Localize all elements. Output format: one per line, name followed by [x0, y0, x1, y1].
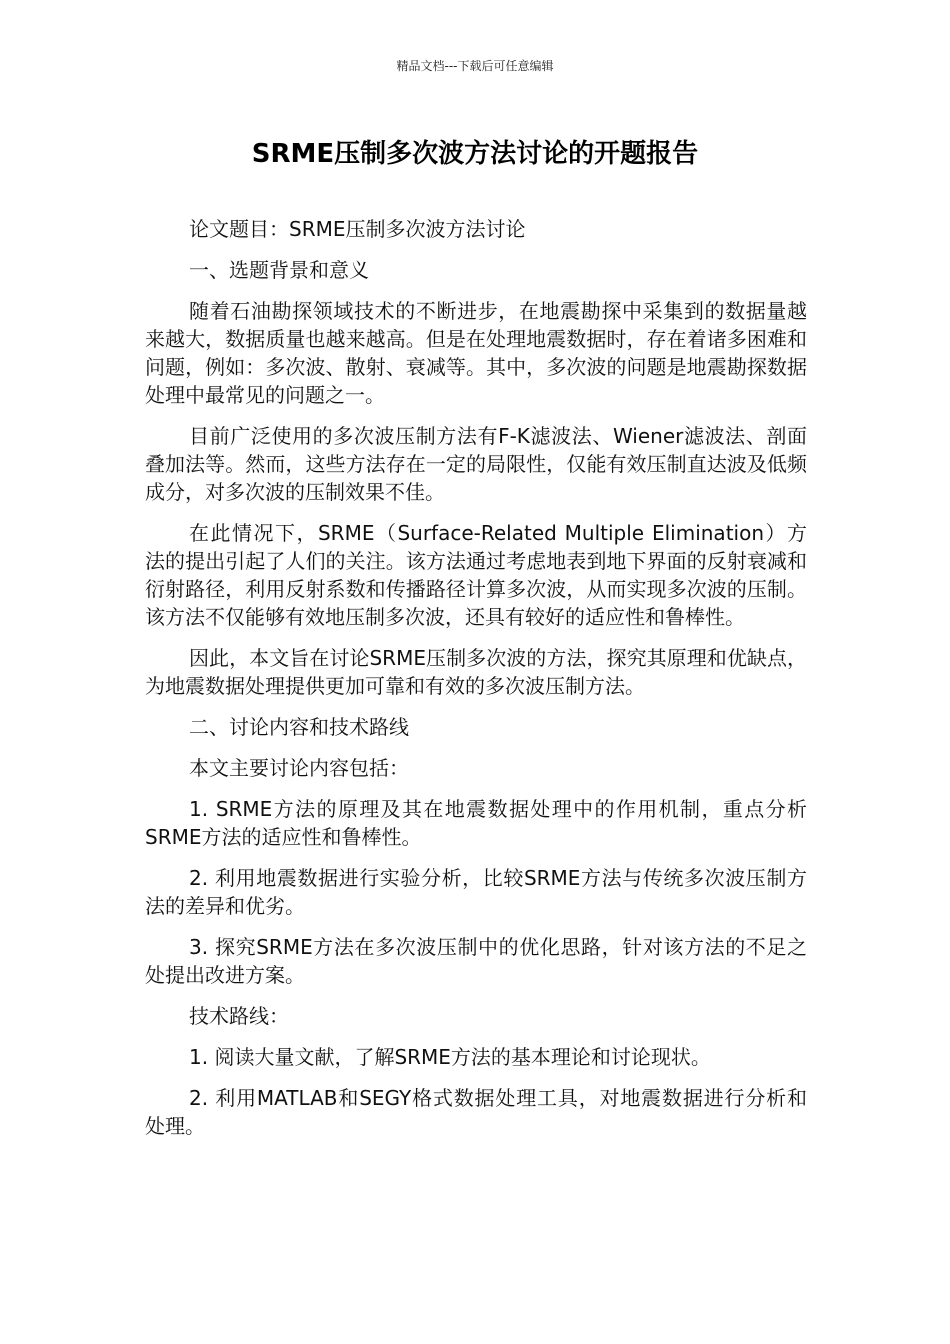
section-heading-content: 二、讨论内容和技术路线 — [189, 715, 409, 739]
paragraph-existing-methods: 目前广泛使用的多次波压制方法有F-K滤波法、Wiener滤波法、剖面叠加法等。然而，这些方法存在一定的局限性，仅能有效压制直达波及低频成分，对多次波的压制效果不佳。 — [145, 424, 807, 504]
page-header: 精品文档---下载后可任意编辑 — [396, 59, 554, 73]
paragraph-srme-intro: 在此情况下，SRME（Surface-Related Multiple Elimination）方法的提出引起了人们的关注。该方法通过考虑地表到地下界面的反射衰减和衍射路径，利用反射系数和传播路径计算多次波，从而实现多次波的压制。该方法不仅能够有效地压制多次波，还具有较好的适应性和鲁棒性。 — [145, 521, 807, 629]
document-title: SRME压制多次波方法讨论的开题报告 — [251, 139, 699, 169]
thesis-topic: 论文题目：SRME压制多次波方法讨论 — [189, 217, 526, 241]
section-heading-background: 一、选题背景和意义 — [189, 258, 369, 282]
content-item-1: 1. SRME方法的原理及其在地震数据处理中的作用机制，重点分析SRME方法的适应性和鲁棒性。 — [145, 797, 807, 849]
technical-route-heading: 技术路线： — [189, 1004, 289, 1028]
content-item-2: 2. 利用地震数据进行实验分析，比较SRME方法与传统多次波压制方法的差异和优劣。 — [145, 866, 807, 918]
route-item-1: 1. 阅读大量文献，了解SRME方法的基本理论和讨论现状。 — [189, 1045, 711, 1069]
paragraph-background: 随着石油勘探领域技术的不断进步，在地震勘探中采集到的数据量越来越大，数据质量也越来越高。但是在处理地震数据时，存在着诸多困难和问题，例如：多次波、散射、衰减等。其中，多次波的问题是地震勘探数据处理中最常见的问题之一。 — [145, 299, 807, 407]
content-item-3: 3. 探究SRME方法在多次波压制中的优化思路，针对该方法的不足之处提出改进方案。 — [145, 935, 807, 987]
document-body — [145, 215, 807, 1153]
route-item-2: 2. 利用MATLAB和SEGY格式数据处理工具，对地震数据进行分析和处理。 — [145, 1086, 807, 1138]
paragraph-purpose: 因此，本文旨在讨论SRME压制多次波的方法，探究其原理和优缺点，为地震数据处理提供更加可靠和有效的多次波压制方法。 — [145, 646, 807, 698]
content-intro: 本文主要讨论内容包括： — [189, 756, 409, 780]
